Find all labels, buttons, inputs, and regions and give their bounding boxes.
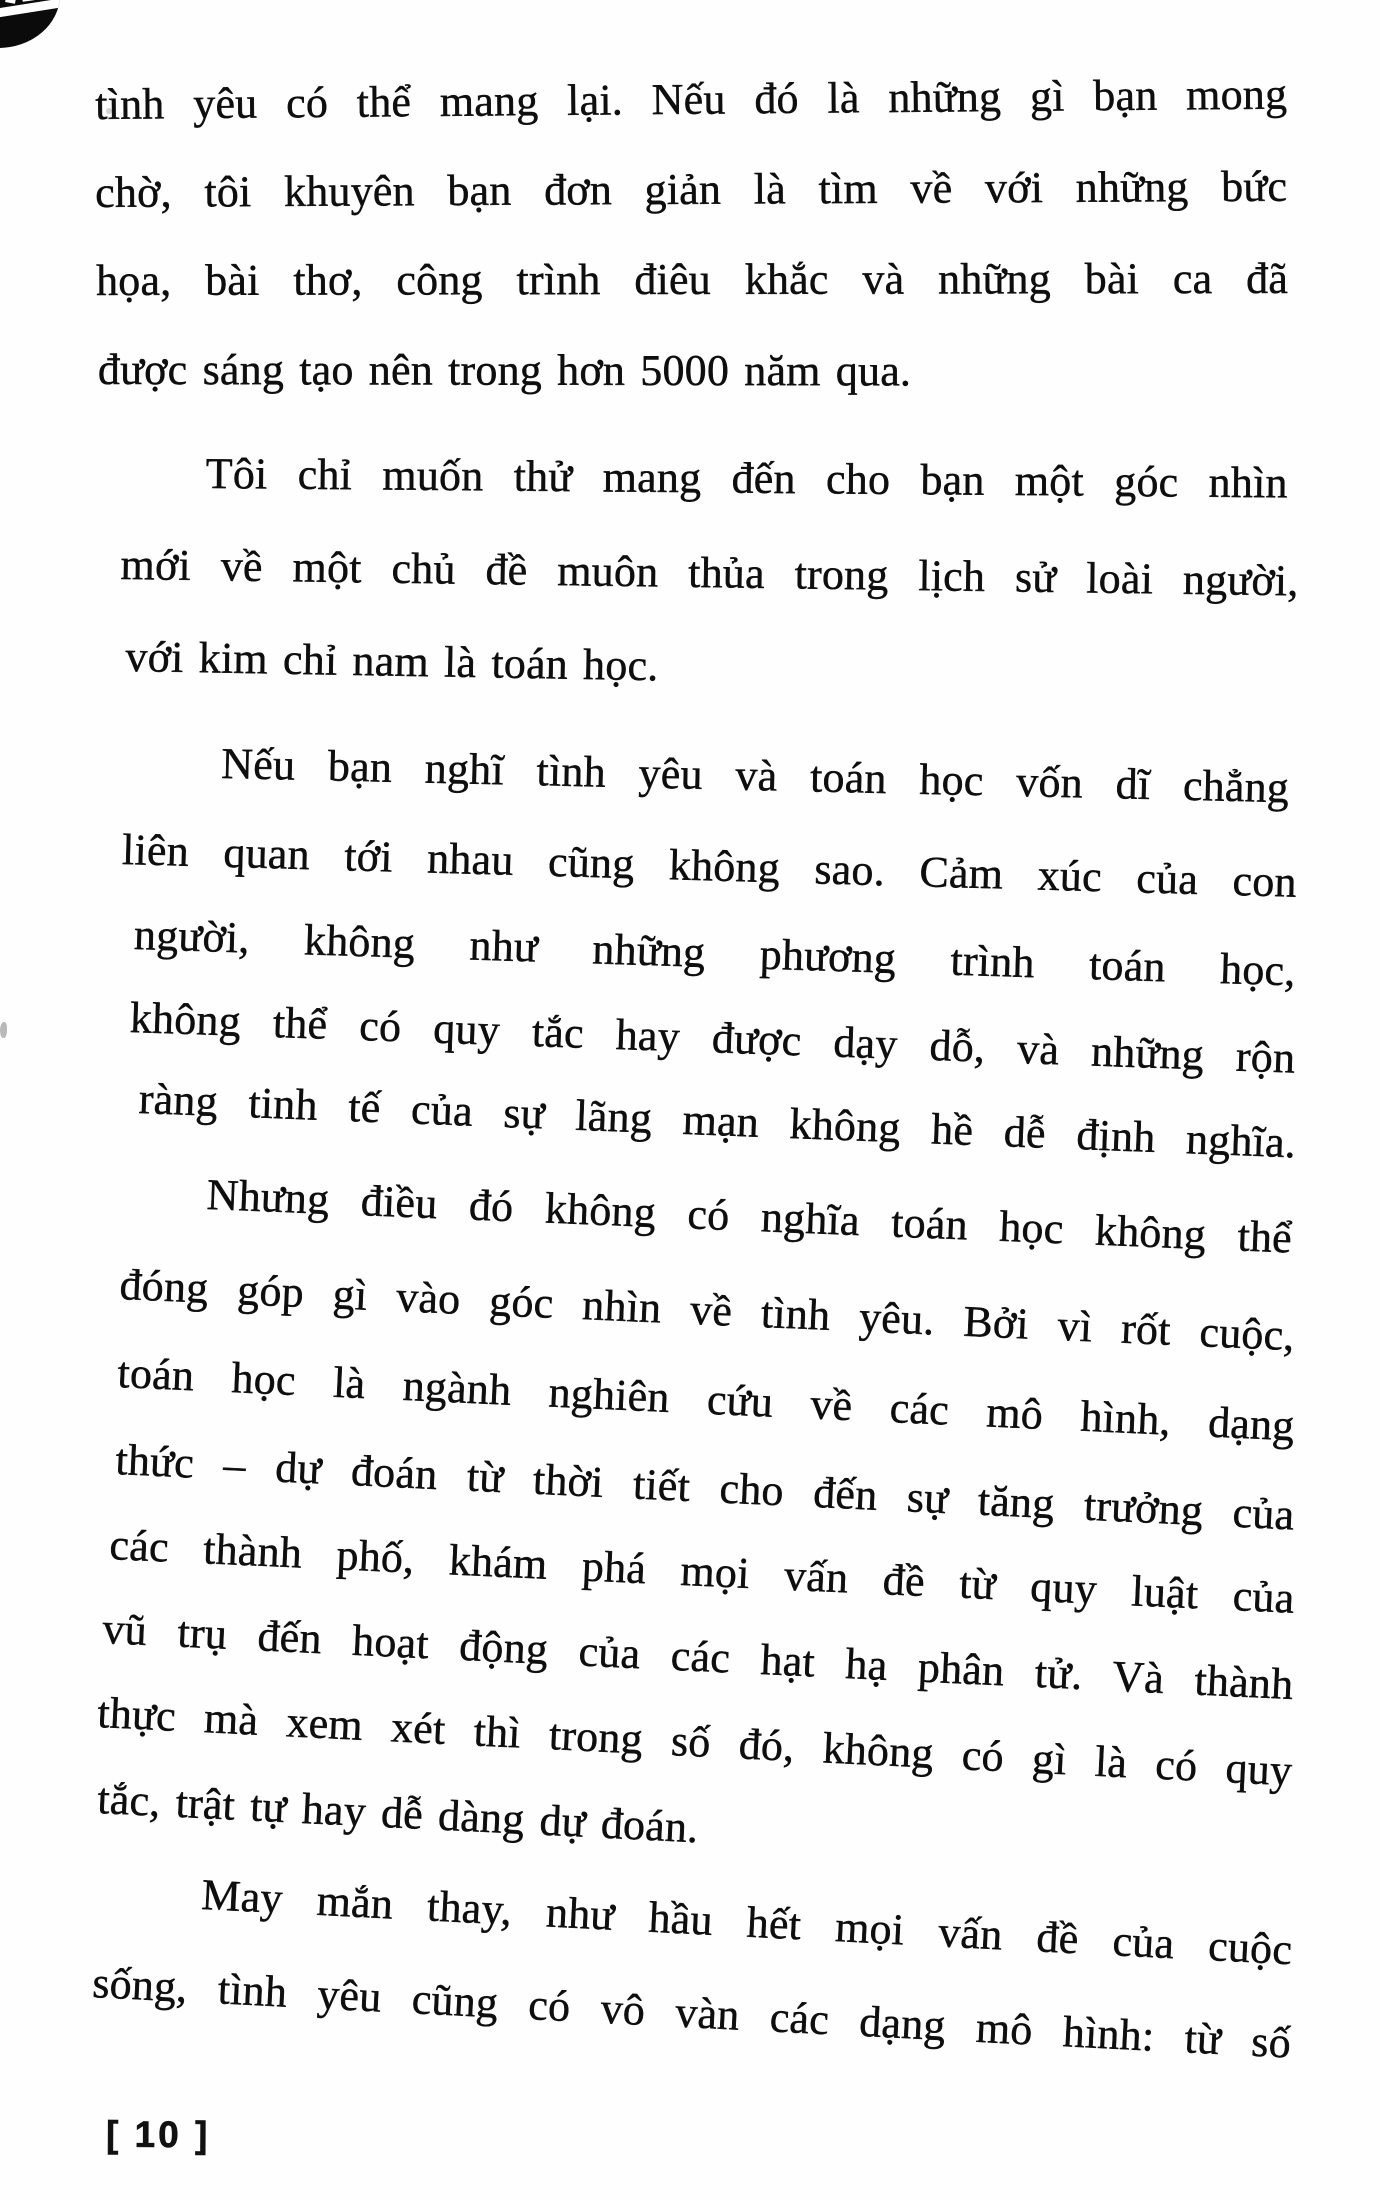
text-line: mới về một chủ đề muôn thủa trong lịch sử loài người, [120, 539, 1299, 606]
text-line: thực mà xem xét thì trong số đó, không có gì là có quy [96, 1687, 1294, 1796]
stamp-glyph [5, 0, 17, 4]
text-line: ràng tinh tế của sự lãng mạn không hề dễ định nghĩa. [137, 1073, 1297, 1168]
page-number: [ 10 ] [105, 2113, 211, 2156]
text-line: chờ, tôi khuyên bạn đơn giản là tìm về với những bức [95, 161, 1288, 217]
text-line: không thể có quy tắc hay được dạy dỗ, và những rộn [129, 992, 1297, 1083]
text-line: thức – dự đoán từ thời tiết cho đến sự tăng trưởng của [114, 1434, 1296, 1540]
text-line: vũ trụ đến hoạt động của các hạt hạ phân tử. Và thành [101, 1603, 1295, 1710]
text-line: Nhưng điều đó không có nghĩa toán học không thể [205, 1169, 1293, 1263]
text-line: được sáng tạo nên trong hơn 5000 năm qua. [97, 345, 912, 396]
text-line: tình yêu có thể mang lại. Nếu đó là những gì bạn mong [95, 69, 1288, 129]
text-line: tắc, trật tự hay dễ dàng dự đoán. [96, 1773, 700, 1853]
text-line: Nếu bạn nghĩ tình yêu và toán học vốn dĩ chẳng [220, 738, 1290, 813]
scan-artifact [0, 1022, 7, 1038]
text-line: toán học là ngành nghiên cứu về các mô hình, dạng [116, 1347, 1296, 1451]
text-line: liên quan tới nhau cũng không sao. Cảm xúc của con [121, 824, 1298, 907]
corner-stamp-icon [0, 0, 60, 48]
stamp-glyph [21, 0, 34, 2]
text-line: họa, bài thơ, công trình điêu khắc và những bài ca đã [96, 253, 1289, 305]
text-line: với kim chỉ nam là toán học. [125, 631, 659, 691]
stamp-band [0, 0, 60, 20]
text-line: đóng góp gì vào góc nhìn về tình yêu. Bởi vì rốt cuộc, [118, 1259, 1296, 1361]
text-line: Tôi chỉ muốn thử mang đến cho bạn một góc nhìn [205, 448, 1288, 508]
text-line: người, không như những phương trình toán học, [133, 909, 1297, 996]
text-line: May mắn thay, như hầu hết mọi vấn đề của cuộc [200, 1869, 1294, 1975]
text-line: sống, tình yêu cũng có vô vàn các dạng mô hình: từ số [91, 1957, 1293, 2068]
text-line: các thành phố, khám phá mọi vấn đề từ quy luật của [108, 1519, 1296, 1623]
